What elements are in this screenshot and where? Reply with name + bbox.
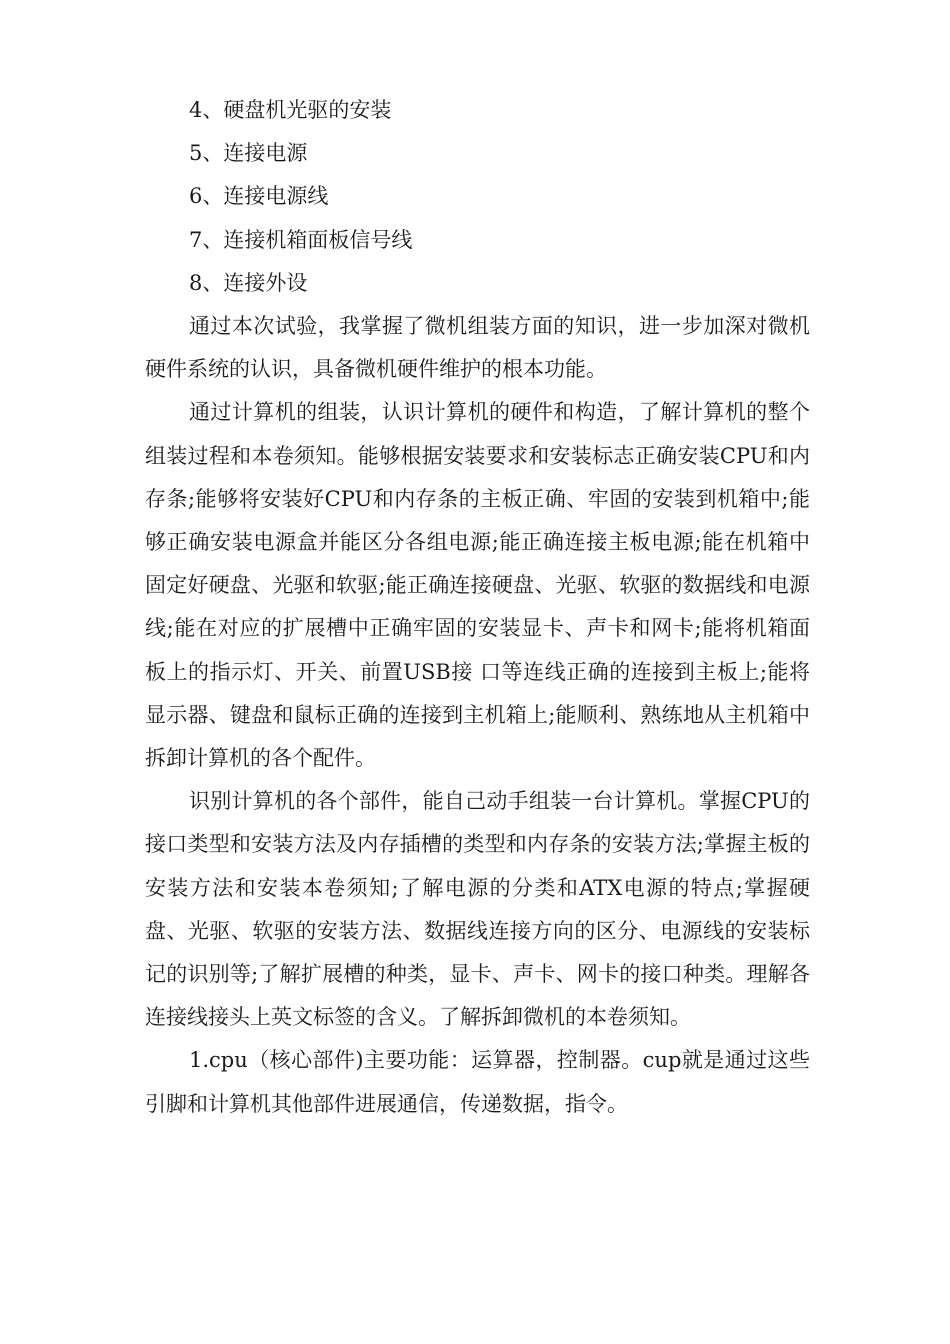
list-item-step-5: 5、连接电源: [189, 141, 308, 166]
paragraph-summary: 通过本次试验，我掌握了微机组装方面的知识，进一步加深对微机硬件系统的认识，具备微机硬件维护的根本功能。: [145, 314, 810, 382]
list-item-step-6: 6、连接电源线: [189, 184, 329, 209]
list-item-step-4: 4、硬盘机光驱的安装: [189, 98, 392, 122]
list-item-step-8: 8、连接外设: [189, 270, 308, 295]
paragraph-cpu: 1.cpu（核心部件)主要功能：运算器，控制器。cup就是通过这些引脚和计算机其他部件进展通信，传递数据，指令。: [145, 1048, 810, 1116]
paragraph-component-knowledge: 识别计算机的各个部件，能自己动手组装一台计算机。掌握CPU的接口类型和安装方法及内存插槽的类型和内存条的安装方法;掌握主板的安装方法和安装本卷须知;了解电源的分类和ATX电源的特点;掌握硬盘、光驱、软驱的安装方法、数据线连接方向的区分、电源线的安装标记的识别等;了解扩展槽的种类，显卡、声卡、网卡的接口种类。理解各连接线接头上英文标签的含义。了解拆卸微机的本卷须知。: [145, 789, 810, 1030]
paragraph-assembly-skills: 通过计算机的组装，认识计算机的硬件和构造，了解计算机的整个组装过程和本卷须知。能够根据安装要求和安装标志正确安装CPU和内存条;能够将安装好CPU和内存条的主板正确、牢固的安装到机箱中;能够正确安装电源盒并能区分各组电源;能正确连接主板电源;能在机箱中固定好硬盘、光驱和软驱;能正确连接硬盘、光驱、软驱的数据线和电源线;能在对应的扩展槽中正确牢固的安装显卡、声卡和网卡;能将机箱面板上的指示灯、开关、前置USB接 口等连线正确的连接到主板上;能将显示器、键盘和鼠标正确的连接到主机箱上;能顺利、熟练地从主机箱中拆卸计算机的各个配件。: [145, 400, 810, 771]
list-item-step-7: 7、连接机箱面板信号线: [189, 227, 413, 252]
document-body: [145, 89, 810, 1126]
